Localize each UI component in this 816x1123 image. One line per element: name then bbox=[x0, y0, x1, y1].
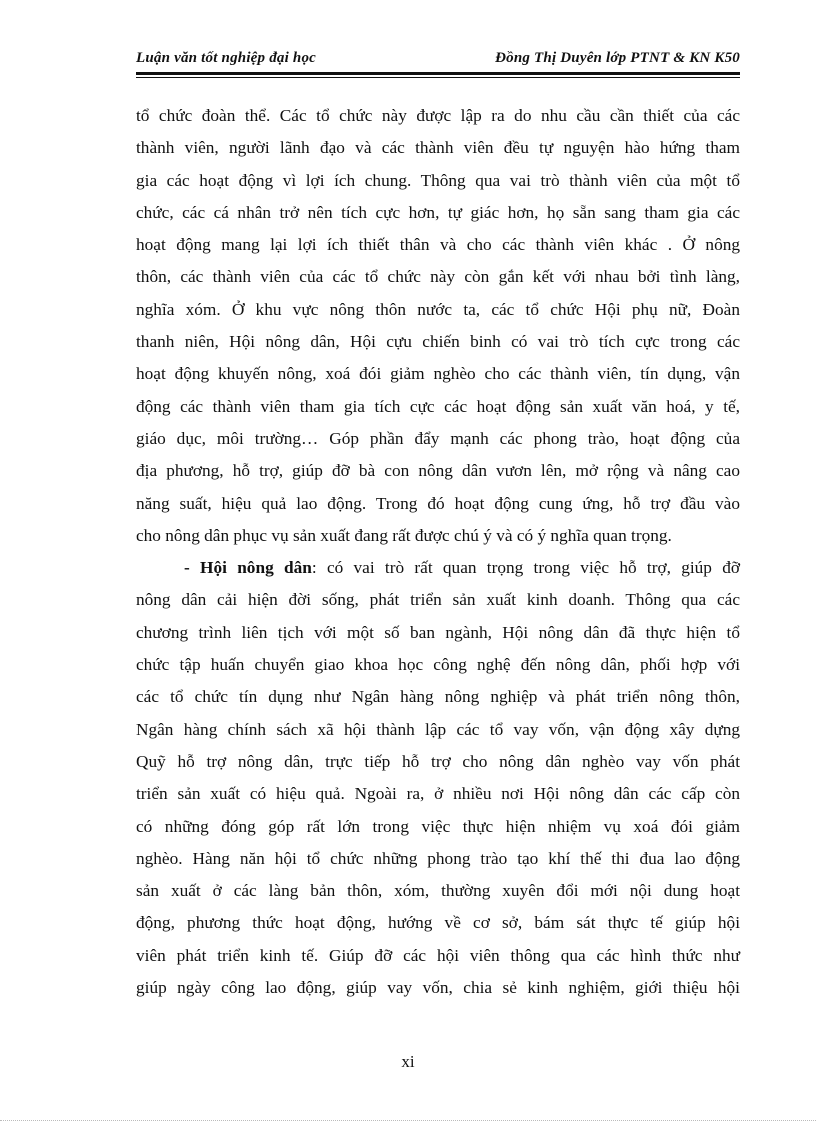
text-line: giúp ngày công lao động, giúp vay vốn, chia sẻ kinh nghiệm, giới thiệu hội bbox=[136, 978, 740, 998]
text-line: chức tập huấn chuyển giao khoa học công nghệ đến nông dân, phối hợp với bbox=[136, 655, 740, 675]
lead-text: : có vai trò rất quan trọng trong việc hỗ trợ, giúp đỡ bbox=[311, 558, 741, 578]
text-line: hoạt động mang lại lợi ích thiết thân và cho các thành viên khác . Ở nông bbox=[136, 235, 740, 255]
text-line: các tổ chức tín dụng như Ngân hàng nông nghiệp và phát triển nông thôn, bbox=[136, 687, 740, 707]
text-line: động các thành viên tham gia tích cực các hoạt động sản xuất văn hoá, y tế, bbox=[136, 396, 740, 416]
text-line: chức, các cá nhân trở nên tích cực hơn, tự giác hơn, họ sẵn sang tham gia các bbox=[136, 202, 740, 222]
text-line: triển sản xuất có hiệu quả. Ngoài ra, ở nhiều nơi Hội nông dân các cấp còn bbox=[136, 784, 740, 804]
text-line: nghĩa xóm. Ở khu vực nông thôn nước ta, các tổ chức Hội phụ nữ, Đoàn bbox=[136, 299, 740, 319]
hoi-nong-dan-heading: - Hội nông dân bbox=[184, 558, 312, 578]
text-line: nông dân cải hiện đời sống, phát triển sản xuất kinh doanh. Thông qua các bbox=[136, 590, 740, 610]
text-line: giáo dục, môi trường… Góp phần đẩy mạnh các phong trào, hoạt động của bbox=[136, 428, 740, 448]
header-rule-thin bbox=[136, 77, 740, 78]
header-rule-thick bbox=[136, 72, 740, 75]
running-header bbox=[136, 46, 740, 72]
text-line: Ngân hàng chính sách xã hội thành lập các tổ vay vốn, vận động xây dựng bbox=[136, 719, 740, 739]
text-line-lead bbox=[136, 552, 740, 584]
text-line: chương trình liên tịch với một số ban ngành, Hội nông dân đã thực hiện tổ bbox=[136, 622, 740, 642]
text-line: Quỹ hỗ trợ nông dân, trực tiếp hỗ trợ cho nông dân nghèo vay vốn phát bbox=[136, 751, 740, 771]
text-line: nghèo. Hàng năn hội tổ chức những phong trào tạo khí thế thi đua lao động bbox=[136, 848, 740, 868]
text-line: thành viên, người lãnh đạo và các thành viên đều tự nguyện hào hứng tham bbox=[136, 138, 740, 158]
body-text bbox=[136, 100, 740, 1004]
text-line: thanh niên, Hội nông dân, Hội cựu chiến binh có vai trò tích cực trong các bbox=[136, 332, 740, 352]
text-line: địa phương, hỗ trợ, giúp đỡ bà con nông dân vươn lên, mở rộng và nâng cao bbox=[136, 461, 740, 481]
text-line: sản xuất ở các làng bản thôn, xóm, thường xuyên đổi mới nội dung hoạt bbox=[136, 881, 740, 901]
text-line: có những đóng góp rất lớn trong việc thực hiện nhiệm vụ xoá đói giảm bbox=[136, 816, 740, 836]
paragraph-2 bbox=[136, 552, 740, 1004]
text-line: tổ chức đoàn thể. Các tổ chức này được lập ra do nhu cầu cần thiết của các bbox=[136, 106, 740, 125]
text-line: hoạt động khuyến nông, xoá đói giảm nghèo cho các thành viên, tín dụng, vận bbox=[136, 364, 740, 384]
text-line: viên phát triển kinh tế. Giúp đỡ các hội viên thông qua các hình thức như bbox=[136, 945, 740, 965]
paragraph-1 bbox=[136, 100, 740, 552]
page-bottom-dotted-border bbox=[0, 1120, 816, 1121]
text-line: năng suất, hiệu quả lao động. Trong đó hoạt động cung ứng, hỗ trợ đầu vào bbox=[136, 493, 740, 513]
text-line: động, phương thức hoạt động, hướng về cơ sở, bám sát thực tế giúp hội bbox=[136, 913, 740, 933]
header-author: Đồng Thị Duyên lớp PTNT & KN K50 bbox=[495, 50, 740, 66]
text-line: cho nông dân phục vụ sản xuất đang rất được chú ý và có ý nghĩa quan trọng. bbox=[136, 525, 672, 545]
header-thesis-title: Luận văn tốt nghiệp đại học bbox=[136, 50, 317, 66]
page-number: xi bbox=[401, 1052, 415, 1071]
text-line: gia các hoạt động vì lợi ích chung. Thông qua vai trò thành viên của một tổ bbox=[136, 170, 740, 190]
text-line: thôn, các thành viên của các tổ chức này còn gắn kết với nhau bởi tình làng, bbox=[136, 267, 740, 287]
